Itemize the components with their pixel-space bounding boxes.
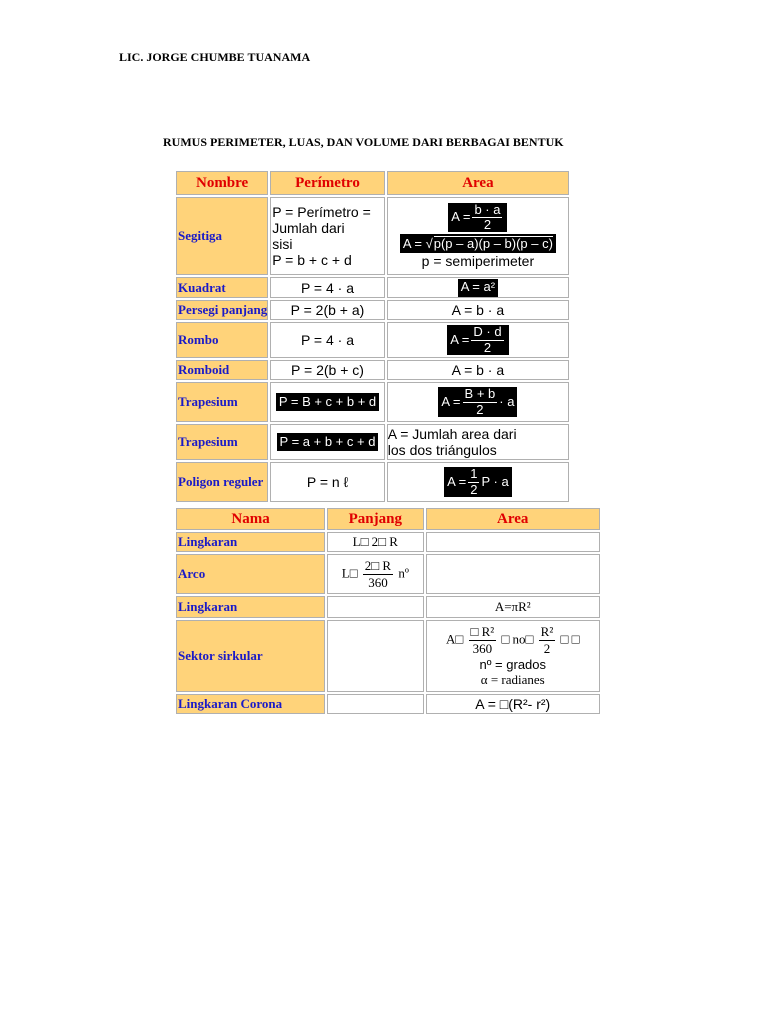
formula-image: A = $\frac{D \cdot d}{2}$ xyxy=(447,325,508,355)
area-cell: A = Jumlah area dari los dos triángulos xyxy=(387,424,569,460)
length-cell xyxy=(327,596,423,618)
col-header-perimetro: Perímetro xyxy=(270,171,385,195)
row-label: Trapesium xyxy=(176,424,268,460)
perimeter-cell: P = n ℓ xyxy=(270,462,385,502)
col-header-area: Area xyxy=(426,508,601,530)
row-label: Segitiga xyxy=(176,197,268,275)
table-row xyxy=(176,620,600,692)
perimeter-cell: P = Perímetro = Jumlah dari sisi P = b + c + d xyxy=(270,197,385,275)
area-cell xyxy=(426,554,601,594)
table-row xyxy=(176,554,600,594)
area-cell xyxy=(387,197,569,275)
area-cell: A = a² xyxy=(387,277,569,298)
length-cell: L□ $\frac{2□ R}{360}$ nº xyxy=(327,554,423,594)
area-cell: A = b · a xyxy=(387,360,569,380)
table-row xyxy=(176,532,600,552)
col-header-panjang: Panjang xyxy=(327,508,423,530)
author-name: LIC. JORGE CHUMBE TUANAMA xyxy=(119,50,311,64)
formula-image: A = √ p(p – a)(p – b)(p – c) xyxy=(400,234,556,253)
area-cell xyxy=(387,322,569,358)
perimeter-cell: P = 2(b + c) xyxy=(270,360,385,380)
perimeter-cell: P = 2(b + a) xyxy=(270,300,385,320)
table-row xyxy=(176,197,569,275)
row-label: Romboid xyxy=(176,360,268,380)
row-label: Lingkaran xyxy=(176,532,325,552)
area-cell xyxy=(387,382,569,422)
col-header-nama: Nama xyxy=(176,508,325,530)
row-label: Rombo xyxy=(176,322,268,358)
formula-image: A = $\frac{1}{2}$ P · a xyxy=(444,467,512,497)
area-cell xyxy=(387,462,569,502)
perimeter-cell: P = 4 · a xyxy=(270,322,385,358)
length-cell xyxy=(327,620,423,692)
length-cell xyxy=(327,694,423,714)
row-label: Sektor sirkular xyxy=(176,620,325,692)
table-row xyxy=(176,462,569,502)
perimeter-cell: P = 4 · a xyxy=(270,277,385,298)
perimeter-cell: P = a + b + c + d xyxy=(270,424,385,460)
row-label: Lingkaran xyxy=(176,596,325,618)
area-cell: A□ $\frac{\text{□ R²}}{360}$ □ no□ $\frac{\text{R²}}{2}$ □ □ nº = grados α = radianes xyxy=(426,620,601,692)
area-note: p = semiperimeter xyxy=(421,253,535,270)
formula-table-circles xyxy=(174,506,602,716)
perimeter-cell: P = B + c + b + d xyxy=(270,382,385,422)
table-row xyxy=(176,300,569,320)
row-label: Arco xyxy=(176,554,325,594)
area-cell: A = b · a xyxy=(387,300,569,320)
row-label: Lingkaran Corona xyxy=(176,694,325,714)
area-cell xyxy=(426,532,601,552)
col-header-area: Area xyxy=(387,171,569,195)
row-label: Poligon reguler xyxy=(176,462,268,502)
table-row xyxy=(176,424,569,460)
table-row xyxy=(176,322,569,358)
length-cell: L□ 2□ R xyxy=(327,532,423,552)
formula-table-polygons xyxy=(174,169,571,504)
row-label: Persegi panjang xyxy=(176,300,268,320)
document-title: RUMUS PERIMETER, LUAS, DAN VOLUME DARI BERBAGAI BENTUK xyxy=(163,135,564,149)
row-label: Trapesium xyxy=(176,382,268,422)
col-header-nombre: Nombre xyxy=(176,171,268,195)
formula-image: A = $\frac{B + b}{2}$ · a xyxy=(438,387,517,417)
row-label: Kuadrat xyxy=(176,277,268,298)
table-row xyxy=(176,596,600,618)
area-cell: A = □(R²- r²) xyxy=(426,694,601,714)
table-row xyxy=(176,694,600,714)
area-cell: A=πR² xyxy=(426,596,601,618)
formula-image: A = $\frac{b \cdot a}{2}$ xyxy=(448,203,507,233)
table-row xyxy=(176,277,569,298)
table-row xyxy=(176,360,569,380)
table-row xyxy=(176,382,569,422)
